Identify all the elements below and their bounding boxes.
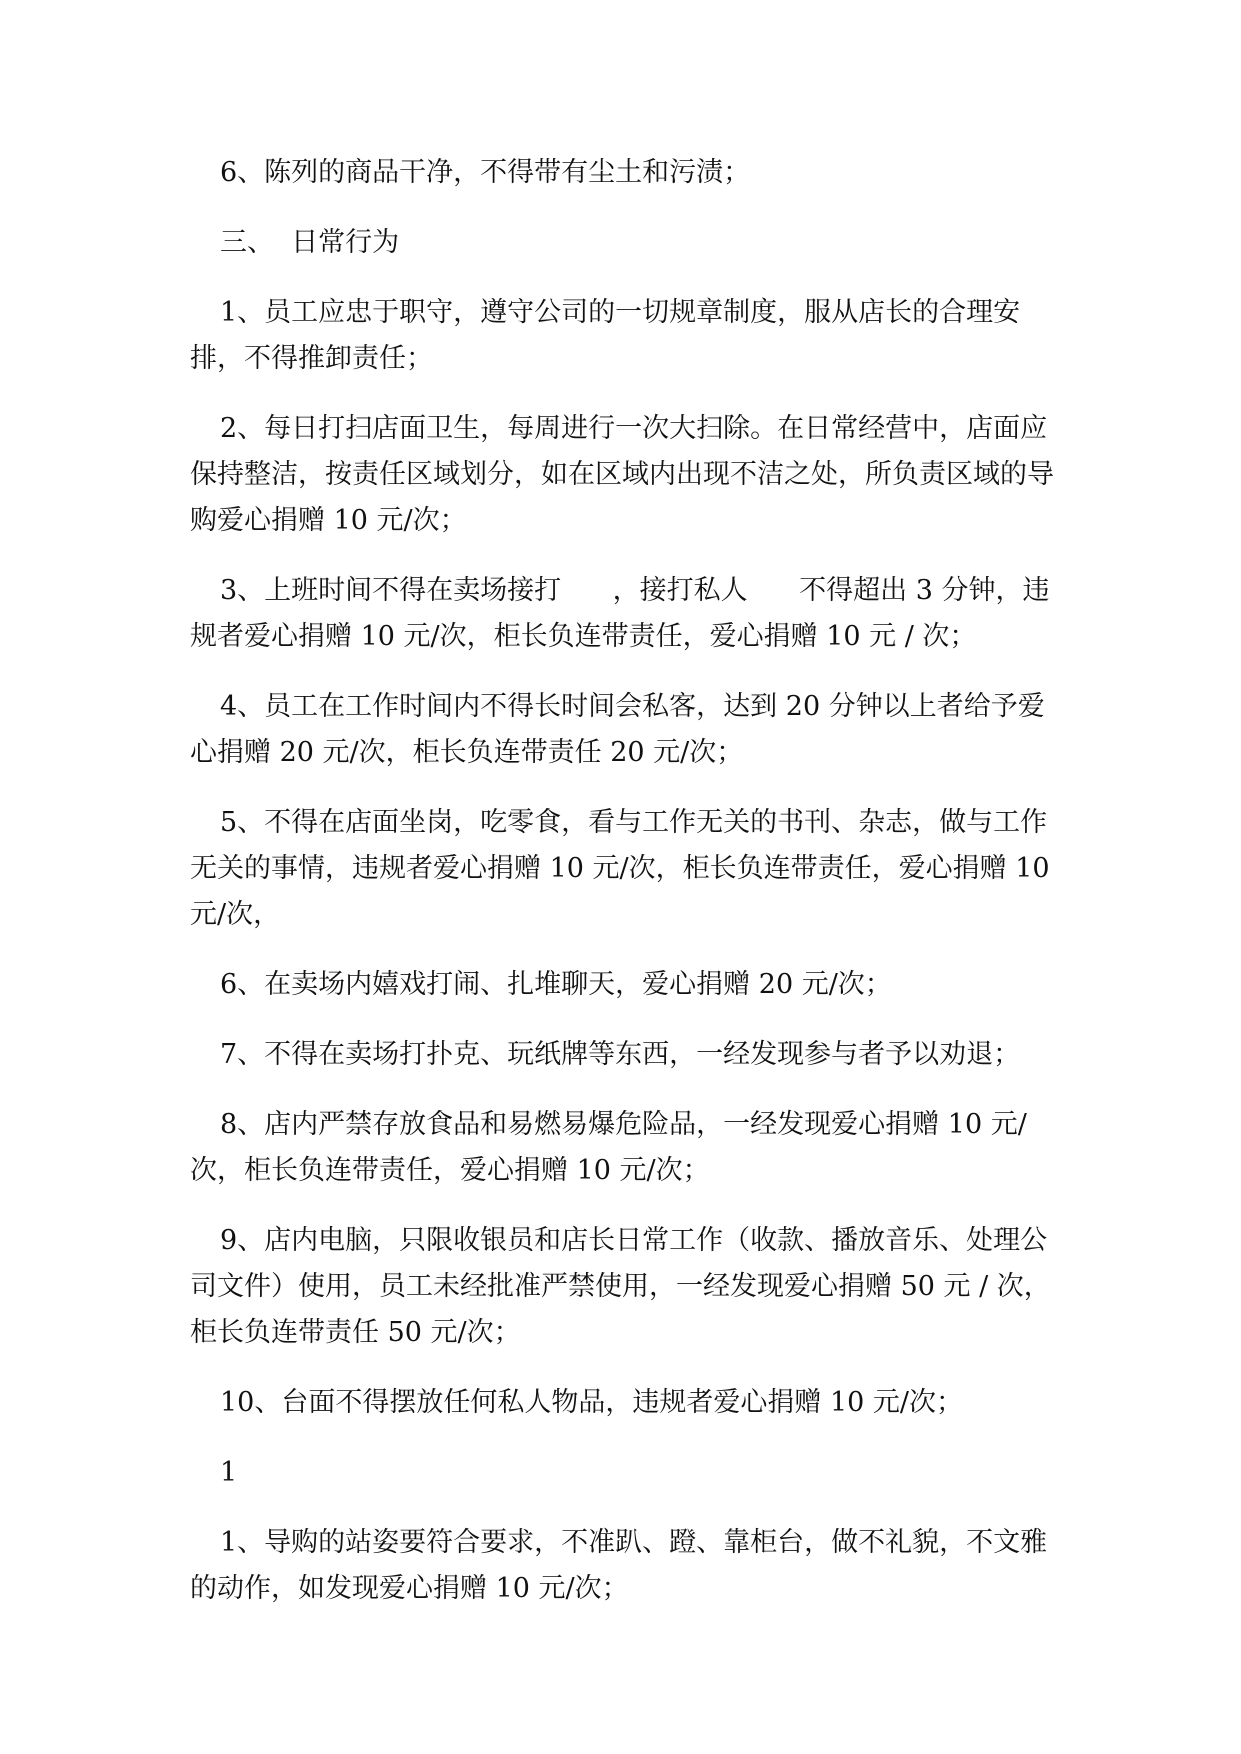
paragraph-rule-1: 1、员工应忠于职守，遵守公司的一切规章制度，服从店长的合理安排，不得推卸责任； xyxy=(190,297,1021,374)
paragraph-rule-2: 2、每日打扫店面卫生，每周进行一次大扫除。在日常经营中，店面应保持整洁，按责任区域划分，如在区域内出现不洁之处，所负责区域的导购爱心捐赠 10 元/次； xyxy=(190,413,1054,536)
document-body xyxy=(190,150,1060,1636)
paragraph-rule-7: 7、不得在卖场打扑克、玩纸牌等东西，一经发现参与者予以劝退； xyxy=(220,1039,1021,1070)
paragraph-rule-5: 5、不得在店面坐岗，吃零食，看与工作无关的书刊、杂志，做与工作无关的事情，违规者爱心捐赠 10 元/次，柜长负连带责任，爱心捐赠 10 元/次， xyxy=(190,807,1059,930)
paragraph-rule-10: 10、台面不得摆放任何私人物品，违规者爱心捐赠 10 元/次； xyxy=(220,1387,963,1418)
paragraph-rule-3: 3、上班时间不得在卖场接打 ，接打私人 不得超出 3 分钟，违规者爱心捐赠 10 元/次，柜长负连带责任，爱心捐赠 10 元 / 次； xyxy=(190,575,1050,652)
paragraph-rule-4: 4、员工在工作时间内不得长时间会私客，达到 20 分钟以上者给予爱心捐赠 20 元/次，柜长负连带责任 20 元/次； xyxy=(190,691,1045,768)
paragraph-rule-6: 6、在卖场内嬉戏打闹、扎堆聊天，爱心捐赠 20 元/次； xyxy=(220,969,892,1000)
paragraph-posture-rule-1: 1、导购的站姿要符合要求，不准趴、蹬、靠柜台，做不礼貌，不文雅的动作，如发现爱心捐赠 10 元/次； xyxy=(190,1527,1048,1604)
subsection-number: 1 xyxy=(220,1457,238,1488)
paragraph-item-6-display: 6、陈列的商品干净，不得带有尘土和污渍； xyxy=(220,157,751,188)
paragraph-rule-8: 8、店内严禁存放食品和易燃易爆危险品，一经发现爱心捐赠 10 元/次，柜长负连带责任，爱心捐赠 10 元/次； xyxy=(190,1109,1027,1186)
section-heading-daily-behavior: 三、 日常行为 xyxy=(220,227,400,258)
paragraph-rule-9: 9、店内电脑，只限收银员和店长日常工作（收款、播放音乐、处理公司文件）使用，员工未经批准严禁使用，一经发现爱心捐赠 50 元 / 次，柜长负连带责任 50 元/次； xyxy=(190,1225,1051,1348)
